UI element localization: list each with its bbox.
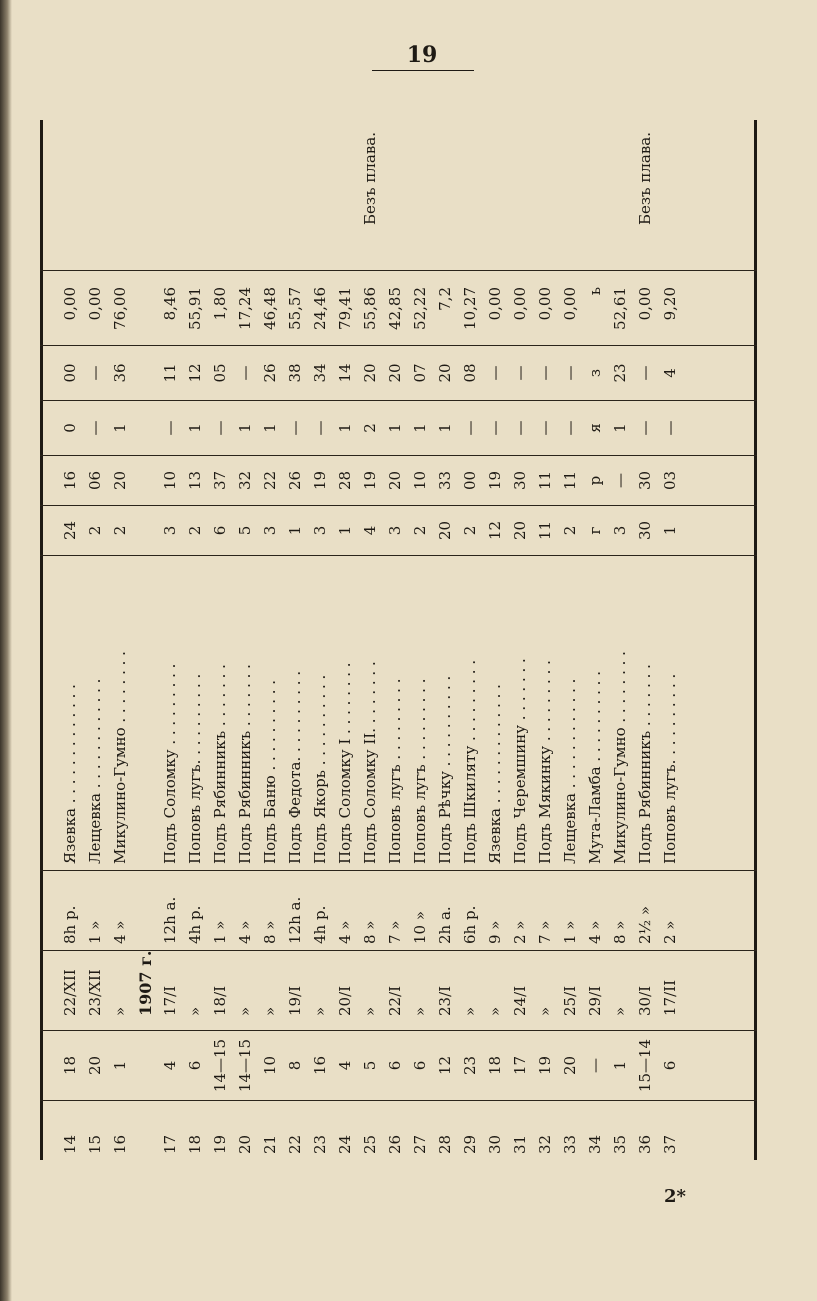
table-cell-date: 24/I [511, 985, 529, 1016]
table-cell-date: 29/I [586, 985, 604, 1016]
table-cell-val: 24,46 [311, 287, 329, 330]
table-cell-n3: — [211, 420, 229, 436]
table-cell-time: 8h р. [61, 905, 79, 944]
table-cell-time: 1 » [86, 920, 104, 944]
table-cell-n2: 20 [111, 470, 129, 491]
table-cell-time: 8 » [261, 920, 279, 944]
year-spacer [133, 556, 158, 870]
table-cell-b: 1 [611, 1060, 629, 1071]
table-cell-place: Подъ Соломку I . . . . . . . . [336, 662, 354, 864]
table-cell-place: Поповъ лугъ. . . . . . . . . . [186, 673, 204, 864]
table-cell-n1: 3 [261, 525, 279, 536]
table-cell-date: » [311, 1006, 329, 1016]
table-cell-place: Подъ Соломку . . . . . . . . . [161, 663, 179, 864]
table-cell-n3: 1 [186, 423, 204, 433]
table-cell-num: 35 [611, 1134, 629, 1154]
table-cell-b: 4 [161, 1060, 179, 1071]
table-cell-n2: 03 [661, 470, 679, 491]
table-cell-num: 34 [586, 1134, 604, 1154]
table-cell-num: 33 [561, 1134, 579, 1154]
table-cell-b: 6 [186, 1060, 204, 1071]
table-cell-time: 4 » [586, 920, 604, 944]
column-date [40, 950, 757, 1030]
table-cell-n4: 11 [161, 363, 179, 383]
table-cell-n2: 13 [186, 470, 204, 491]
table-cell-n1: 2 [411, 525, 429, 536]
table-cell-place: Поповъ лугъ . . . . . . . . . [386, 678, 404, 864]
column-n2 [40, 455, 757, 505]
note-text: Безъ плава. [636, 132, 654, 226]
year-spacer [133, 346, 158, 400]
table-cell-n4: — [236, 365, 254, 381]
table-cell-b: 15—14 [636, 1038, 654, 1093]
table-cell-n4: 23 [611, 363, 629, 383]
year-spacer [133, 871, 158, 950]
table-cell-n4: — [536, 365, 554, 381]
table-cell-date: » [186, 1006, 204, 1016]
table-cell-val: 52,61 [611, 287, 629, 330]
table-cell-n2: 11 [561, 470, 579, 491]
table-cell-val: 7,2 [436, 287, 454, 311]
column-top-padding [40, 951, 58, 1022]
table-cell-num: 32 [536, 1134, 554, 1154]
table-cell-n1: 3 [386, 525, 404, 536]
year-header: 1907 г. [136, 950, 155, 1016]
table-cell-b: 10 [261, 1055, 279, 1076]
column-top-padding [40, 281, 58, 345]
table-cell-time: 1 » [211, 920, 229, 944]
table-cell-val: 52,22 [411, 287, 429, 330]
table-cell-n1: 2 [461, 525, 479, 536]
table-cell-n2: 16 [61, 470, 79, 491]
table-cell-time: 9 » [486, 920, 504, 944]
table-cell-n1: 1 [286, 525, 304, 536]
table-cell-place: Микулино-Гумно . . . . . . . . [111, 651, 129, 864]
table-cell-num: 20 [236, 1134, 254, 1154]
table-cell-time: 4 » [336, 920, 354, 944]
table-cell-n4: 14 [336, 363, 354, 383]
table-cell-n1: 2 [561, 525, 579, 536]
table-cell-n2: 19 [311, 470, 329, 491]
table-cell-val: 0,00 [561, 287, 579, 321]
table-cell-n1: 4 [361, 525, 379, 536]
table-cell-val: 17,24 [236, 287, 254, 330]
table-cell-val: 46,48 [261, 287, 279, 330]
table-cell-n1: 3 [611, 525, 629, 536]
table-cell-time: 2h а. [436, 906, 454, 944]
table-cell-b: 6 [386, 1060, 404, 1071]
column-note [40, 120, 757, 270]
table-cell-b: 18 [486, 1055, 504, 1076]
table-cell-n2: 11 [536, 470, 554, 491]
year-spacer [133, 506, 158, 555]
table-cell-date: » [236, 1006, 254, 1016]
table-cell-n2: 32 [236, 470, 254, 491]
table-cell-n1: 30 [636, 520, 654, 541]
table-cell-n1: 11 [536, 520, 554, 541]
table-cell-n2: р [586, 475, 604, 486]
table-cell-time: 4h р. [311, 905, 329, 944]
table-cell-b: 16 [311, 1055, 329, 1076]
table-cell-val: 0,00 [511, 287, 529, 321]
table-cell-date: » [536, 1006, 554, 1016]
table-cell-val: ь [586, 287, 604, 296]
table-cell-val: 55,91 [186, 287, 204, 330]
table-cell-place: Мута-Ламба . . . . . . . . . . [586, 671, 604, 864]
rotated-catch-table [40, 120, 757, 1160]
table-cell-n3: — [536, 420, 554, 436]
table-cell-n2: 28 [336, 470, 354, 491]
table-cell-n4: 05 [211, 363, 229, 383]
table-cell-b: 6 [661, 1060, 679, 1071]
table-cell-n3: — [511, 420, 529, 436]
column-place [40, 555, 757, 870]
column-top-padding [40, 1101, 58, 1160]
column-number [40, 1100, 757, 1160]
table-cell-n3: — [636, 420, 654, 436]
note-text: Безъ плава. [361, 132, 379, 226]
table-cell-n4: 34 [311, 363, 329, 383]
table-cell-n3: 0 [61, 423, 79, 433]
table-cell-num: 37 [661, 1134, 679, 1154]
table-cell-b: 5 [361, 1060, 379, 1071]
table-cell-num: 22 [286, 1134, 304, 1154]
table-cell-place: Язевка . . . . . . . . . . . . . [61, 684, 79, 864]
table-cell-time: 12h а. [286, 896, 304, 944]
table-cell-num: 30 [486, 1134, 504, 1154]
table-cell-num: 28 [436, 1134, 454, 1154]
year-spacer [133, 1101, 158, 1160]
table-cell-place: Подъ Рѣчку . . . . . . . . . . [436, 675, 454, 864]
table-cell-date: 17/II [661, 980, 679, 1016]
table-cell-n3: 2 [361, 423, 379, 433]
table-cell-val: 9,20 [661, 287, 679, 321]
table-cell-num: 31 [511, 1134, 529, 1154]
table-cell-date: 30/I [636, 985, 654, 1016]
table-cell-date: » [611, 1006, 629, 1016]
table-cell-n4: 4 [661, 368, 679, 378]
table-cell-val: 42,85 [386, 287, 404, 330]
table-cell-n2: 33 [436, 470, 454, 491]
table-cell-time: 4 » [111, 920, 129, 944]
table-cell-time: 2½ » [636, 905, 654, 944]
table-cell-b: 20 [561, 1055, 579, 1076]
column-top-padding [40, 401, 58, 455]
table-cell-time: 7 » [536, 920, 554, 944]
table-cell-n1: 2 [86, 525, 104, 536]
table-cell-time: 4h р. [186, 905, 204, 944]
signature-mark: 2* [664, 1186, 686, 1207]
table-cell-val: 1,80 [211, 287, 229, 321]
table-cell-n4: з [586, 368, 604, 378]
column-top-padding [40, 456, 58, 505]
table-cell-date: » [461, 1006, 479, 1016]
table-cell-n3: — [311, 420, 329, 436]
table-cell-n1: 2 [186, 525, 204, 536]
column-value [40, 270, 757, 345]
table-cell-n2: 10 [161, 470, 179, 491]
table-cell-num: 26 [386, 1134, 404, 1154]
table-cell-b: 14—15 [236, 1038, 254, 1093]
table-cell-n2: 22 [261, 470, 279, 491]
table-cell-place: Язевка . . . . . . . . . . . . . [486, 684, 504, 864]
table-cell-time: 8 » [361, 920, 379, 944]
table-cell-date: 23/XII [86, 969, 104, 1016]
table-cell-n4: — [486, 365, 504, 381]
page-number-rule [372, 70, 474, 71]
table-cell-num: 19 [211, 1134, 229, 1154]
table-cell-num: 18 [186, 1134, 204, 1154]
table-cell-n4: 38 [286, 363, 304, 383]
table-cell-place: Подъ Мякинку . . . . . . . . . [536, 660, 554, 864]
table-cell-date: 25/I [561, 985, 579, 1016]
column-top-padding [40, 871, 58, 950]
table-cell-time: 1 » [561, 920, 579, 944]
table-cell-n1: 2 [111, 525, 129, 536]
table-cell-val: 0,00 [61, 287, 79, 321]
table-cell-b: 18 [61, 1055, 79, 1076]
table-cell-b: 14—15 [211, 1038, 229, 1093]
table-cell-n3: 1 [386, 423, 404, 433]
table-cell-val: 10,27 [461, 287, 479, 330]
table-cell-n1: 5 [236, 525, 254, 536]
table-cell-place: Подъ Федота. . . . . . . . . . [286, 670, 304, 864]
table-cell-place: Подъ Рябинникъ . . . . . . . [236, 664, 254, 864]
column-top-padding [40, 556, 58, 870]
table-cell-time: 2 » [661, 920, 679, 944]
table-cell-place: Подъ Якорь . . . . . . . . . . [311, 674, 329, 864]
table-cell-n2: 30 [511, 470, 529, 491]
table-cell-date: 18/I [211, 985, 229, 1016]
table-cell-n4: — [86, 365, 104, 381]
table-cell-time: 10 » [411, 910, 429, 944]
table-cell-n3: — [461, 420, 479, 436]
table-cell-date: 20/I [336, 985, 354, 1016]
table-cell-n4: — [636, 365, 654, 381]
table-cell-n1: 1 [661, 525, 679, 536]
table-cell-place: Лещевка . . . . . . . . . . . . [561, 678, 579, 864]
table-cell-n1: 1 [336, 525, 354, 536]
table-cell-b: — [586, 1058, 604, 1073]
table-cell-n4: 20 [386, 363, 404, 383]
notes-container [40, 120, 757, 270]
table-cell-time: 7 » [386, 920, 404, 944]
table-cell-n4: 26 [261, 363, 279, 383]
table-cell-place: Поповъ лугъ . . . . . . . . . [411, 678, 429, 864]
table-cell-num: 24 [336, 1134, 354, 1154]
table-cell-n3: 1 [236, 423, 254, 433]
table-cell-n2: 00 [461, 470, 479, 491]
table-cell-n1: 12 [486, 520, 504, 541]
year-spacer [133, 1031, 158, 1100]
table-cell-b: 12 [436, 1055, 454, 1076]
table-cell-n2: 37 [211, 470, 229, 491]
column-n3 [40, 400, 757, 455]
table-cell-n4: — [511, 365, 529, 381]
column-time [40, 870, 757, 950]
table-cell-date: 17/I [161, 985, 179, 1016]
column-top-padding [40, 506, 58, 555]
page-edge-shadow [0, 0, 12, 1301]
table-cell-num: 17 [161, 1134, 179, 1154]
table-cell-n3: 1 [411, 423, 429, 433]
table-cell-b: 19 [536, 1055, 554, 1076]
table-cell-num: 14 [61, 1134, 79, 1154]
table-cell-n3: 1 [436, 423, 454, 433]
table-cell-date: 19/I [286, 985, 304, 1016]
table-cell-val: 55,86 [361, 287, 379, 330]
table-cell-date: » [261, 1006, 279, 1016]
table-cell-place: Подъ Соломку II. . . . . . . . [361, 661, 379, 864]
table-cell-n4: 20 [361, 363, 379, 383]
column-n4 [40, 345, 757, 400]
table-cell-val: 0,00 [536, 287, 554, 321]
table-cell-n3: 1 [336, 423, 354, 433]
table-cell-n3: — [661, 420, 679, 436]
table-cell-n1: 24 [61, 520, 79, 541]
table-cell-n2: 19 [361, 470, 379, 491]
table-cell-n4: 00 [61, 363, 79, 383]
table-cell-place: Подъ Черемшину . . . . . . . [511, 658, 529, 864]
page-number: 19 [406, 42, 438, 68]
table-cell-b: 1 [111, 1060, 129, 1071]
table-cell-n4: 12 [186, 363, 204, 383]
table-cell-n3: — [86, 420, 104, 436]
table-cell-b: 8 [286, 1060, 304, 1071]
table-cell-num: 16 [111, 1134, 129, 1154]
table-cell-n4: 07 [411, 363, 429, 383]
table-cell-n3: я [586, 423, 604, 433]
table-cell-b: 23 [461, 1055, 479, 1076]
table-cell-num: 25 [361, 1134, 379, 1154]
table-cell-num: 36 [636, 1134, 654, 1154]
table-cell-n1: 20 [436, 520, 454, 541]
table-cell-place: Подъ Рябинникъ . . . . . . . [636, 664, 654, 864]
table-cell-b: 6 [411, 1060, 429, 1071]
table-cell-n3: — [286, 420, 304, 436]
table-cell-n1: г [586, 526, 604, 535]
column-b [40, 1030, 757, 1100]
table-cell-place: Поповъ лугъ. . . . . . . . . . [661, 673, 679, 864]
table-cell-num: 21 [261, 1134, 279, 1154]
table-cell-n3: — [486, 420, 504, 436]
table-cell-n2: 20 [386, 470, 404, 491]
table-cell-date: » [361, 1006, 379, 1016]
table-cell-n3: 1 [111, 423, 129, 433]
table-cell-place: Подъ Баню . . . . . . . . . . [261, 679, 279, 864]
table-cell-n3: 1 [611, 423, 629, 433]
table-cell-b: 20 [86, 1055, 104, 1076]
table-cell-n3: — [561, 420, 579, 436]
table-cell-date: » [111, 1006, 129, 1016]
column-n1 [40, 505, 757, 555]
table-cell-n1: 20 [511, 520, 529, 541]
table-cell-num: 27 [411, 1134, 429, 1154]
table-cell-n2: 30 [636, 470, 654, 491]
table-cell-val: 79,41 [336, 287, 354, 330]
table-cell-n1: 3 [311, 525, 329, 536]
table-cell-n2: 26 [286, 470, 304, 491]
table-cell-date: 23/I [436, 985, 454, 1016]
table-cell-n2: — [611, 473, 629, 488]
table-cell-date: » [486, 1006, 504, 1016]
year-spacer [133, 401, 158, 455]
table-cell-place: Лещевка . . . . . . . . . . . . [86, 678, 104, 864]
table-cell-date: 22/XII [61, 969, 79, 1016]
table-cell-n4: 36 [111, 363, 129, 383]
table-cell-n3: 1 [261, 423, 279, 433]
table-cell-val: 0,00 [486, 287, 504, 321]
table-cell-time: 2 » [511, 920, 529, 944]
table-cell-date: » [411, 1006, 429, 1016]
table-cell-date: 22/I [386, 985, 404, 1016]
table-cell-n1: 3 [161, 525, 179, 536]
column-top-padding [40, 1031, 58, 1100]
table-cell-n2: 10 [411, 470, 429, 491]
year-spacer [133, 456, 158, 505]
table-cell-num: 15 [86, 1134, 104, 1154]
table-cell-time: 6h р. [461, 905, 479, 944]
table-cell-num: 23 [311, 1134, 329, 1154]
column-top-padding [40, 346, 58, 400]
table-cell-val: 8,46 [161, 287, 179, 321]
table-cell-val: 0,00 [636, 287, 654, 321]
table-cell-b: 17 [511, 1055, 529, 1076]
year-spacer [133, 281, 158, 345]
table-cell-n3: — [161, 420, 179, 436]
table-cell-n1: 6 [211, 525, 229, 536]
table-cell-val: 0,00 [86, 287, 104, 321]
table-cell-b: 4 [336, 1060, 354, 1071]
table-cell-place: Подъ Шкиляту . . . . . . . . . [461, 659, 479, 864]
table-cell-n2: 06 [86, 470, 104, 491]
table-cell-n4: — [561, 365, 579, 381]
table-cell-val: 76,00 [111, 287, 129, 330]
table-cell-val: 55,57 [286, 287, 304, 330]
table-cell-time: 4 » [236, 920, 254, 944]
table-cell-place: Подъ Рябинникъ . . . . . . . [211, 664, 229, 864]
table-cell-n2: 19 [486, 470, 504, 491]
table-cell-place: Микулино-Гумно . . . . . . . . [611, 651, 629, 864]
table-cell-num: 29 [461, 1134, 479, 1154]
table-cell-n4: 08 [461, 363, 479, 383]
table-cell-time: 12h а. [161, 896, 179, 944]
table-cell-n4: 20 [436, 363, 454, 383]
table-cell-time: 8 » [611, 920, 629, 944]
